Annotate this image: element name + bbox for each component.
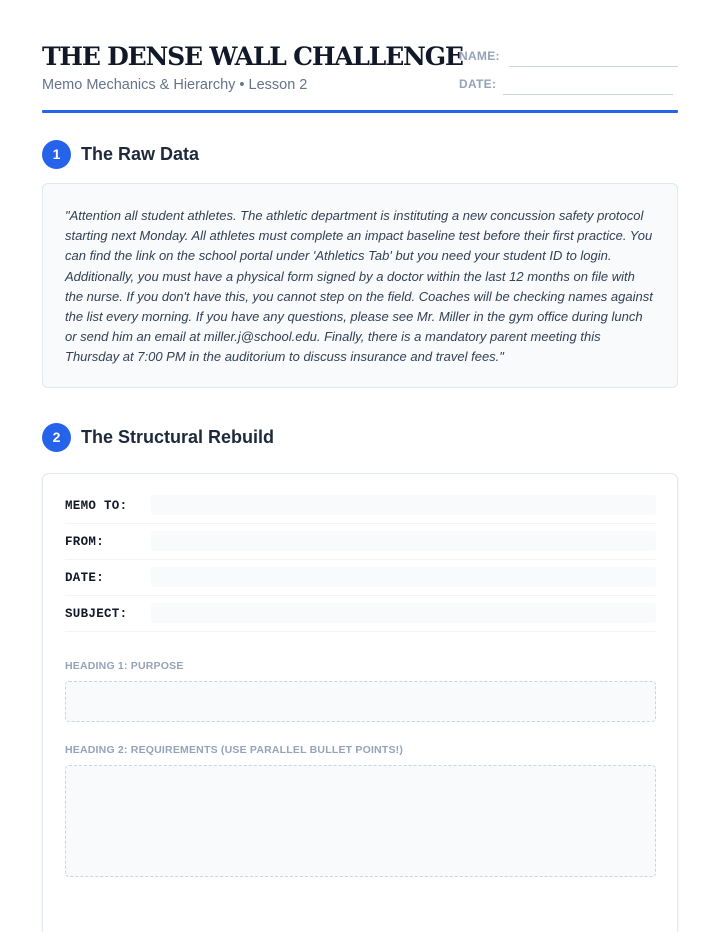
subject-label: SUBJECT: [65, 607, 128, 621]
heading-1-label: HEADING 1: PURPOSE [65, 660, 184, 672]
section-title: The Structural Rebuild [81, 427, 275, 447]
section-number-badge: 2 [42, 423, 71, 452]
from-row [65, 524, 656, 560]
requirements-answer-box[interactable] [65, 765, 656, 877]
date-label: DATE: [459, 77, 497, 91]
heading-2-label: HEADING 2: REQUIREMENTS (USE PARALLEL BULLET POINTS!) [65, 744, 404, 756]
header-divider [42, 110, 678, 113]
from-field[interactable] [151, 531, 656, 551]
date-label: DATE: [65, 571, 105, 585]
from-label: FROM: [65, 535, 105, 549]
raw-data-box [42, 183, 678, 388]
section-title: The Raw Data [81, 144, 200, 164]
name-label: NAME: [459, 49, 500, 63]
memo-to-label: MEMO TO: [65, 499, 128, 513]
purpose-answer-box[interactable] [65, 681, 656, 722]
worksheet-title: THE DENSE WALL CHALLENGE [42, 42, 463, 71]
worksheet-header [42, 40, 678, 114]
section-2-header [42, 423, 442, 453]
date-row [65, 560, 656, 596]
worksheet-subtitle: Memo Mechanics & Hierarchy • Lesson 2 [42, 77, 308, 93]
date-field[interactable] [503, 94, 673, 95]
subject-row [65, 596, 656, 632]
subject-field[interactable] [151, 603, 656, 623]
section-number-badge: 1 [42, 140, 71, 169]
name-field[interactable] [509, 66, 678, 67]
raw-data-text: "Attention all student athletes. The athletic department is instituting a new concussion safety protocol starting next Monday. All athletes must complete an impact baseline test before their first practice. You can find the link on the school portal under 'Athletics Tab' but you need your student ID to login. Additionally, you must have a physical form signed by a doctor within the last 12 months on file with the nurse. If you don't have this, you cannot step on the field. Coaches will be checking names against the list every morning. If you have any questions, please see Mr. Miller in the gym office during lunch or send him an email at miller.j@school.edu. Finally, there is a mandatory parent meeting this Thursday at 7:00 PM in the auditorium to discuss insurance and travel fees." [65, 208, 653, 365]
memo-to-field[interactable] [151, 495, 656, 515]
memo-form [42, 473, 678, 932]
section-1-header [42, 140, 442, 170]
date-field[interactable] [151, 567, 656, 587]
memo-to-row [65, 488, 656, 524]
